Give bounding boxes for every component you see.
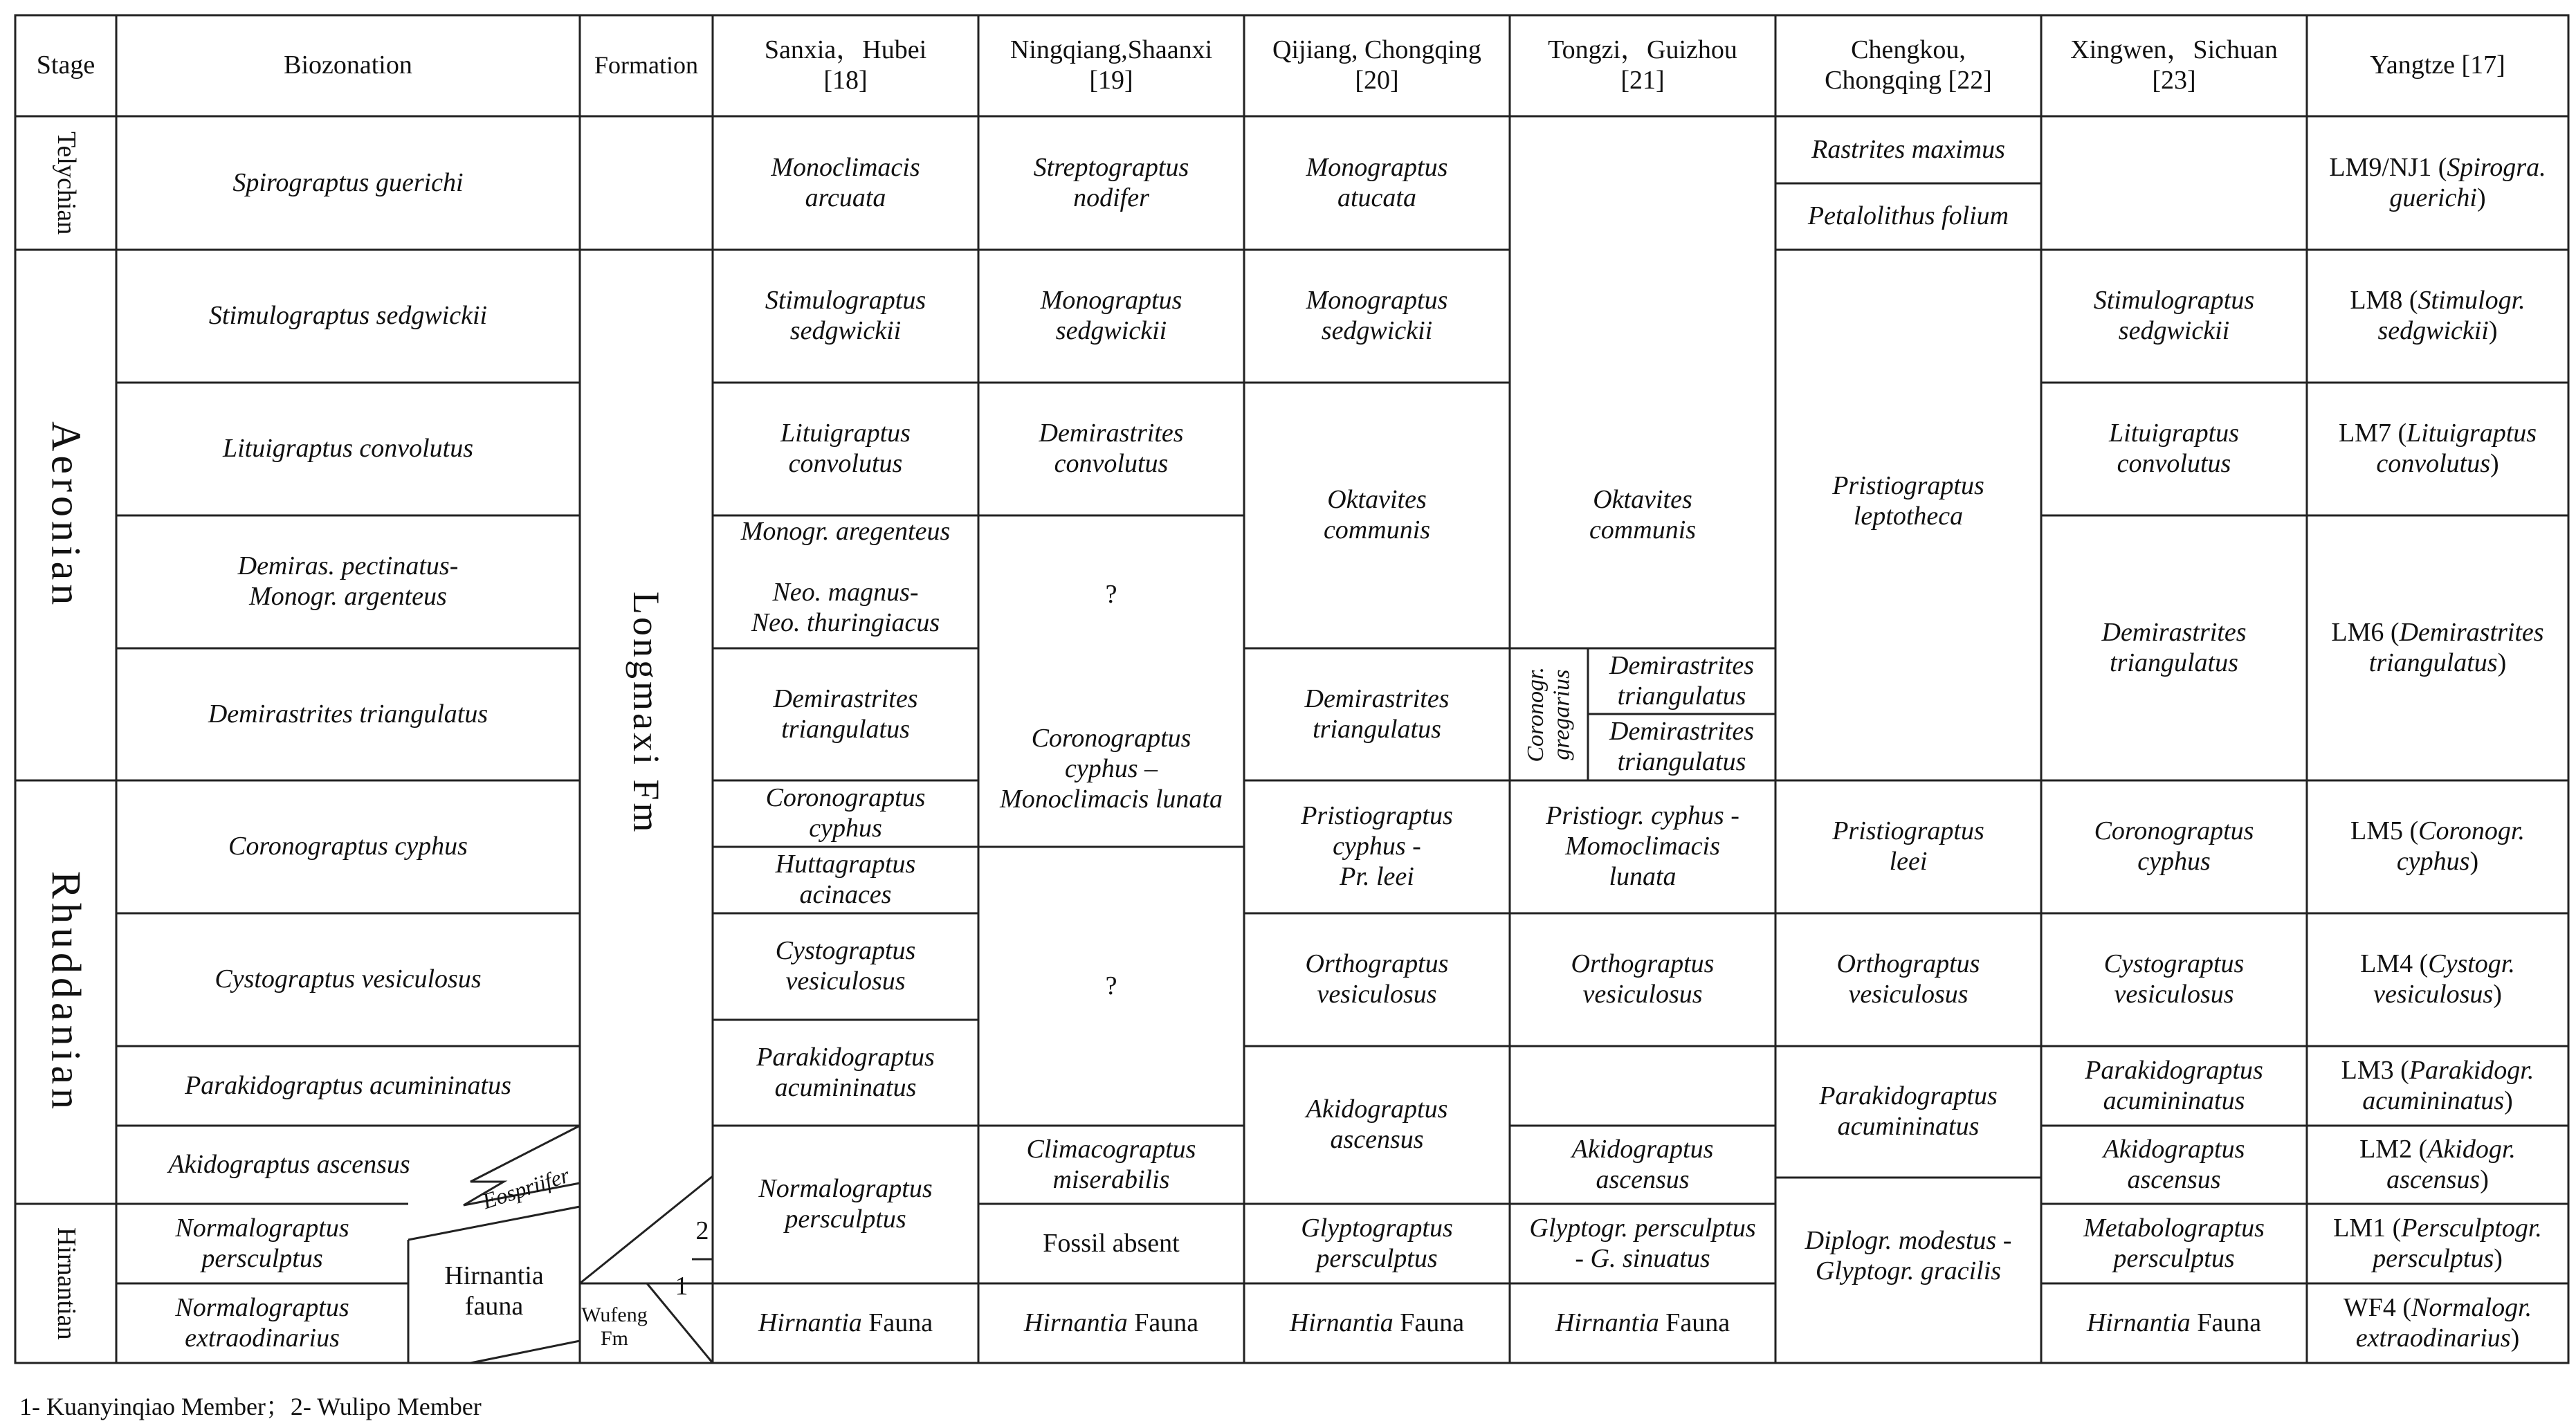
header-yangtze: Yangtze [17] <box>2370 51 2505 80</box>
qijiang-glyptograptus: Glyptograptus persculptus <box>1301 1213 1453 1273</box>
chengkou-diplogr: Diplogr. modestus - Glyptogr. gracilis <box>1805 1226 2012 1285</box>
sanxia-hirnantia: Hirnantia Fauna <box>758 1308 933 1337</box>
sanxia-coronograptus: Coronograptus cyphus <box>765 783 926 843</box>
header-chengkou: Chengkou, Chongqing [22] <box>1825 35 1992 95</box>
header-xingwen: Xingwen，Sichuan [23] <box>2070 35 2278 95</box>
tongzi-glyptogr: Glyptogr. persculptus - G. sinuatus <box>1529 1213 1756 1273</box>
stage-hirnantian: Hirnantian <box>51 1227 81 1340</box>
sanxia-stimulograptus: Stimulograptus sedgwickii <box>765 286 926 345</box>
tongzi-akidograptus: Akidograptus ascensus <box>1571 1134 1714 1194</box>
sanxia-demirastrites: Demirastrites triangulatus <box>773 684 918 744</box>
chengkou-pristiograptus-leptotheca: Pristiograptus leptotheca <box>1832 470 1984 531</box>
biozone-cystograptus: Cystograptus vesiculosus <box>214 964 482 994</box>
qijiang-oktavites: Oktavites communis <box>1323 485 1431 544</box>
header-stage: Stage <box>36 51 95 80</box>
footnote: 1- Kuanyinqiao Member；2- Wulipo Member <box>19 1393 482 1420</box>
xingwen-hirnantia: Hirnantia Fauna <box>2086 1308 2262 1337</box>
chengkou-petalolithus: Petalolithus folium <box>1807 201 2009 231</box>
ningqiang-question-1: ? <box>1105 580 1117 610</box>
qijiang-monograptus-atucata: Monograptus atucata <box>1306 152 1448 212</box>
biozone-demiras-pectinatus: Demiras. pectinatus- Monogr. argenteus <box>237 551 459 611</box>
chengkou-pristiograptus-leei: Pristiograptus leei <box>1832 816 1984 876</box>
xingwen-coronograptus: Coronograptus cyphus <box>2094 816 2254 876</box>
tongzi-hirnantia: Hirnantia Fauna <box>1555 1308 1730 1337</box>
member-1-label: 1 <box>675 1272 688 1301</box>
xingwen-parakidograptus: Parakidograptus acumininatus <box>2085 1055 2263 1115</box>
biozone-normalograptus-persculptus: Normalograptus persculptus <box>175 1213 349 1273</box>
yangtze-lm9: LM9/NJ1 (Spirogra. guerichi) <box>2329 152 2546 212</box>
sanxia-monoclimacis: Monoclimacis arcuata <box>771 152 920 212</box>
sanxia-normalograptus: Normalograptus persculptus <box>758 1174 933 1234</box>
qijiang-orthograptus: Orthograptus vesiculosus <box>1305 949 1449 1009</box>
yangtze-lm1: LM1 (Persculptogr. persculptus) <box>2333 1213 2542 1273</box>
header-formation: Formation <box>594 51 698 80</box>
xingwen-demirastrites: Demirastrites triangulatus <box>2101 617 2247 677</box>
tongzi-pristiogr: Pristiogr. cyphus - Momoclimacis lunata <box>1546 801 1739 891</box>
xingwen-stimulograptus: Stimulograptus sedgwickii <box>2093 286 2255 345</box>
formation-longmaxi: Longmaxi Fm <box>625 591 668 835</box>
eospriifer-label: Eospriifer <box>479 1162 573 1214</box>
member-2-label: 2 <box>695 1216 709 1246</box>
xingwen-cystograptus: Cystograptus vesiculosus <box>2103 949 2245 1009</box>
xingwen-lituigraptus: Lituigraptus convolutus <box>2109 419 2239 478</box>
biozone-coronograptus: Coronograptus cyphus <box>228 832 468 861</box>
qijiang-akidograptus: Akidograptus ascensus <box>1306 1095 1448 1154</box>
sanxia-lituigraptus: Lituigraptus convolutus <box>780 419 911 478</box>
hirnantia-fauna-label: Hirnantia fauna <box>444 1261 544 1321</box>
qijiang-monograptus-sedgwickii: Monograptus sedgwickii <box>1306 286 1448 345</box>
tongzi-coronogr-gregarius: Coronogr. gregarius <box>1523 666 1575 762</box>
ningqiang-monograptus: Monograptus sedgwickii <box>1040 286 1182 345</box>
yangtze-lm2: LM2 (Akidogr. ascensus) <box>2359 1134 2516 1194</box>
stage-aeronian: Aeronian <box>43 421 89 610</box>
ningqiang-question-2: ? <box>1105 971 1117 1000</box>
biozone-spirograptus: Spirograptus guerichi <box>232 167 464 197</box>
yangtze-lm6: LM6 (Demirastrites triangulatus) <box>2331 617 2544 677</box>
tongzi-demirastrites-1: Demirastrites triangulatus <box>1609 650 1754 711</box>
ningqiang-demirastrites: Demirastrites convolutus <box>1039 419 1184 478</box>
ningqiang-coronograptus: Coronograptus cyphus – Monoclimacis lunata <box>1000 724 1223 814</box>
yangtze-lm4: LM4 (Cystogr. vesiculosus) <box>2360 949 2515 1009</box>
ningqiang-fossil-absent: Fossil absent <box>1043 1228 1180 1258</box>
header-tongzi: Tongzi，Guizhou [21] <box>1548 35 1737 95</box>
header-biozonation: Biozonation <box>284 51 412 80</box>
sanxia-parakidograptus: Parakidograptus acumininatus <box>756 1042 935 1102</box>
header-qijiang: Qijiang, Chongqing [20] <box>1272 35 1481 95</box>
biozone-lituigraptus: Lituigraptus convolutus <box>222 434 474 464</box>
xingwen-akidograptus: Akidograptus ascensus <box>2103 1134 2245 1194</box>
header-sanxia: Sanxia，Hubei [18] <box>764 35 927 95</box>
ningqiang-climacograptus: Climacograptus miserabilis <box>1026 1134 1196 1194</box>
tongzi-orthograptus: Orthograptus vesiculosus <box>1571 949 1715 1009</box>
yangtze-lm5: LM5 (Coronogr. cyphus) <box>2350 816 2525 876</box>
header-ningqiang: Ningqiang,Shaanxi [19] <box>1010 35 1213 95</box>
chengkou-orthograptus: Orthograptus vesiculosus <box>1836 949 1980 1009</box>
biozone-parakidograptus: Parakidograptus acumininatus <box>185 1070 511 1100</box>
stage-telychian: Telychian <box>51 131 81 235</box>
tongzi-demirastrites-2: Demirastrites triangulatus <box>1609 717 1754 776</box>
tongzi-oktavites: Oktavites communis <box>1589 485 1697 544</box>
sanxia-huttagraptus: Huttagraptus acinaces <box>775 850 916 909</box>
sanxia-neo-magnus: Neo. magnus- Neo. thuringiacus <box>751 577 940 637</box>
biozone-demirastrites: Demirastrites triangulatus <box>208 699 488 729</box>
ningqiang-streptograptus: Streptograptus nodifer <box>1033 152 1189 212</box>
chengkou-rastrites: Rastrites maximus <box>1811 134 2005 164</box>
yangtze-wf4: WF4 (Normalogr. extraodinarius) <box>2343 1292 2532 1353</box>
stage-rhuddanian: Rhuddanian <box>43 871 89 1113</box>
xingwen-metabolograptus: Metabolograptus persculptus <box>2083 1213 2265 1273</box>
qijiang-demirastrites: Demirastrites triangulatus <box>1304 684 1450 744</box>
yangtze-lm3: LM3 (Parakidogr. acumininatus) <box>2341 1055 2534 1115</box>
qijiang-hirnantia: Hirnantia Fauna <box>1289 1308 1465 1337</box>
yangtze-lm7: LM7 (Lituigraptus convolutus) <box>2338 419 2537 478</box>
sanxia-cystograptus: Cystograptus vesiculosus <box>775 936 916 996</box>
biozone-normalograptus-extraodinarius: Normalograptus extraodinarius <box>175 1292 349 1353</box>
ningqiang-hirnantia: Hirnantia Fauna <box>1023 1308 1199 1337</box>
formation-wufeng: Wufeng Fm <box>581 1303 648 1350</box>
biozone-akidograptus: Akidograptus ascensus <box>168 1149 410 1179</box>
biozone-stimulograptus: Stimulograptus sedgwickii <box>208 301 488 331</box>
yangtze-lm8: LM8 (Stimulogr. sedgwickii) <box>2350 286 2525 345</box>
qijiang-pristiograptus: Pristiograptus cyphus - Pr. leei <box>1301 801 1453 891</box>
sanxia-monogr-aregenteus: Monogr. aregenteus <box>740 517 951 547</box>
chengkou-parakidograptus: Parakidograptus acumininatus <box>1819 1081 1998 1141</box>
